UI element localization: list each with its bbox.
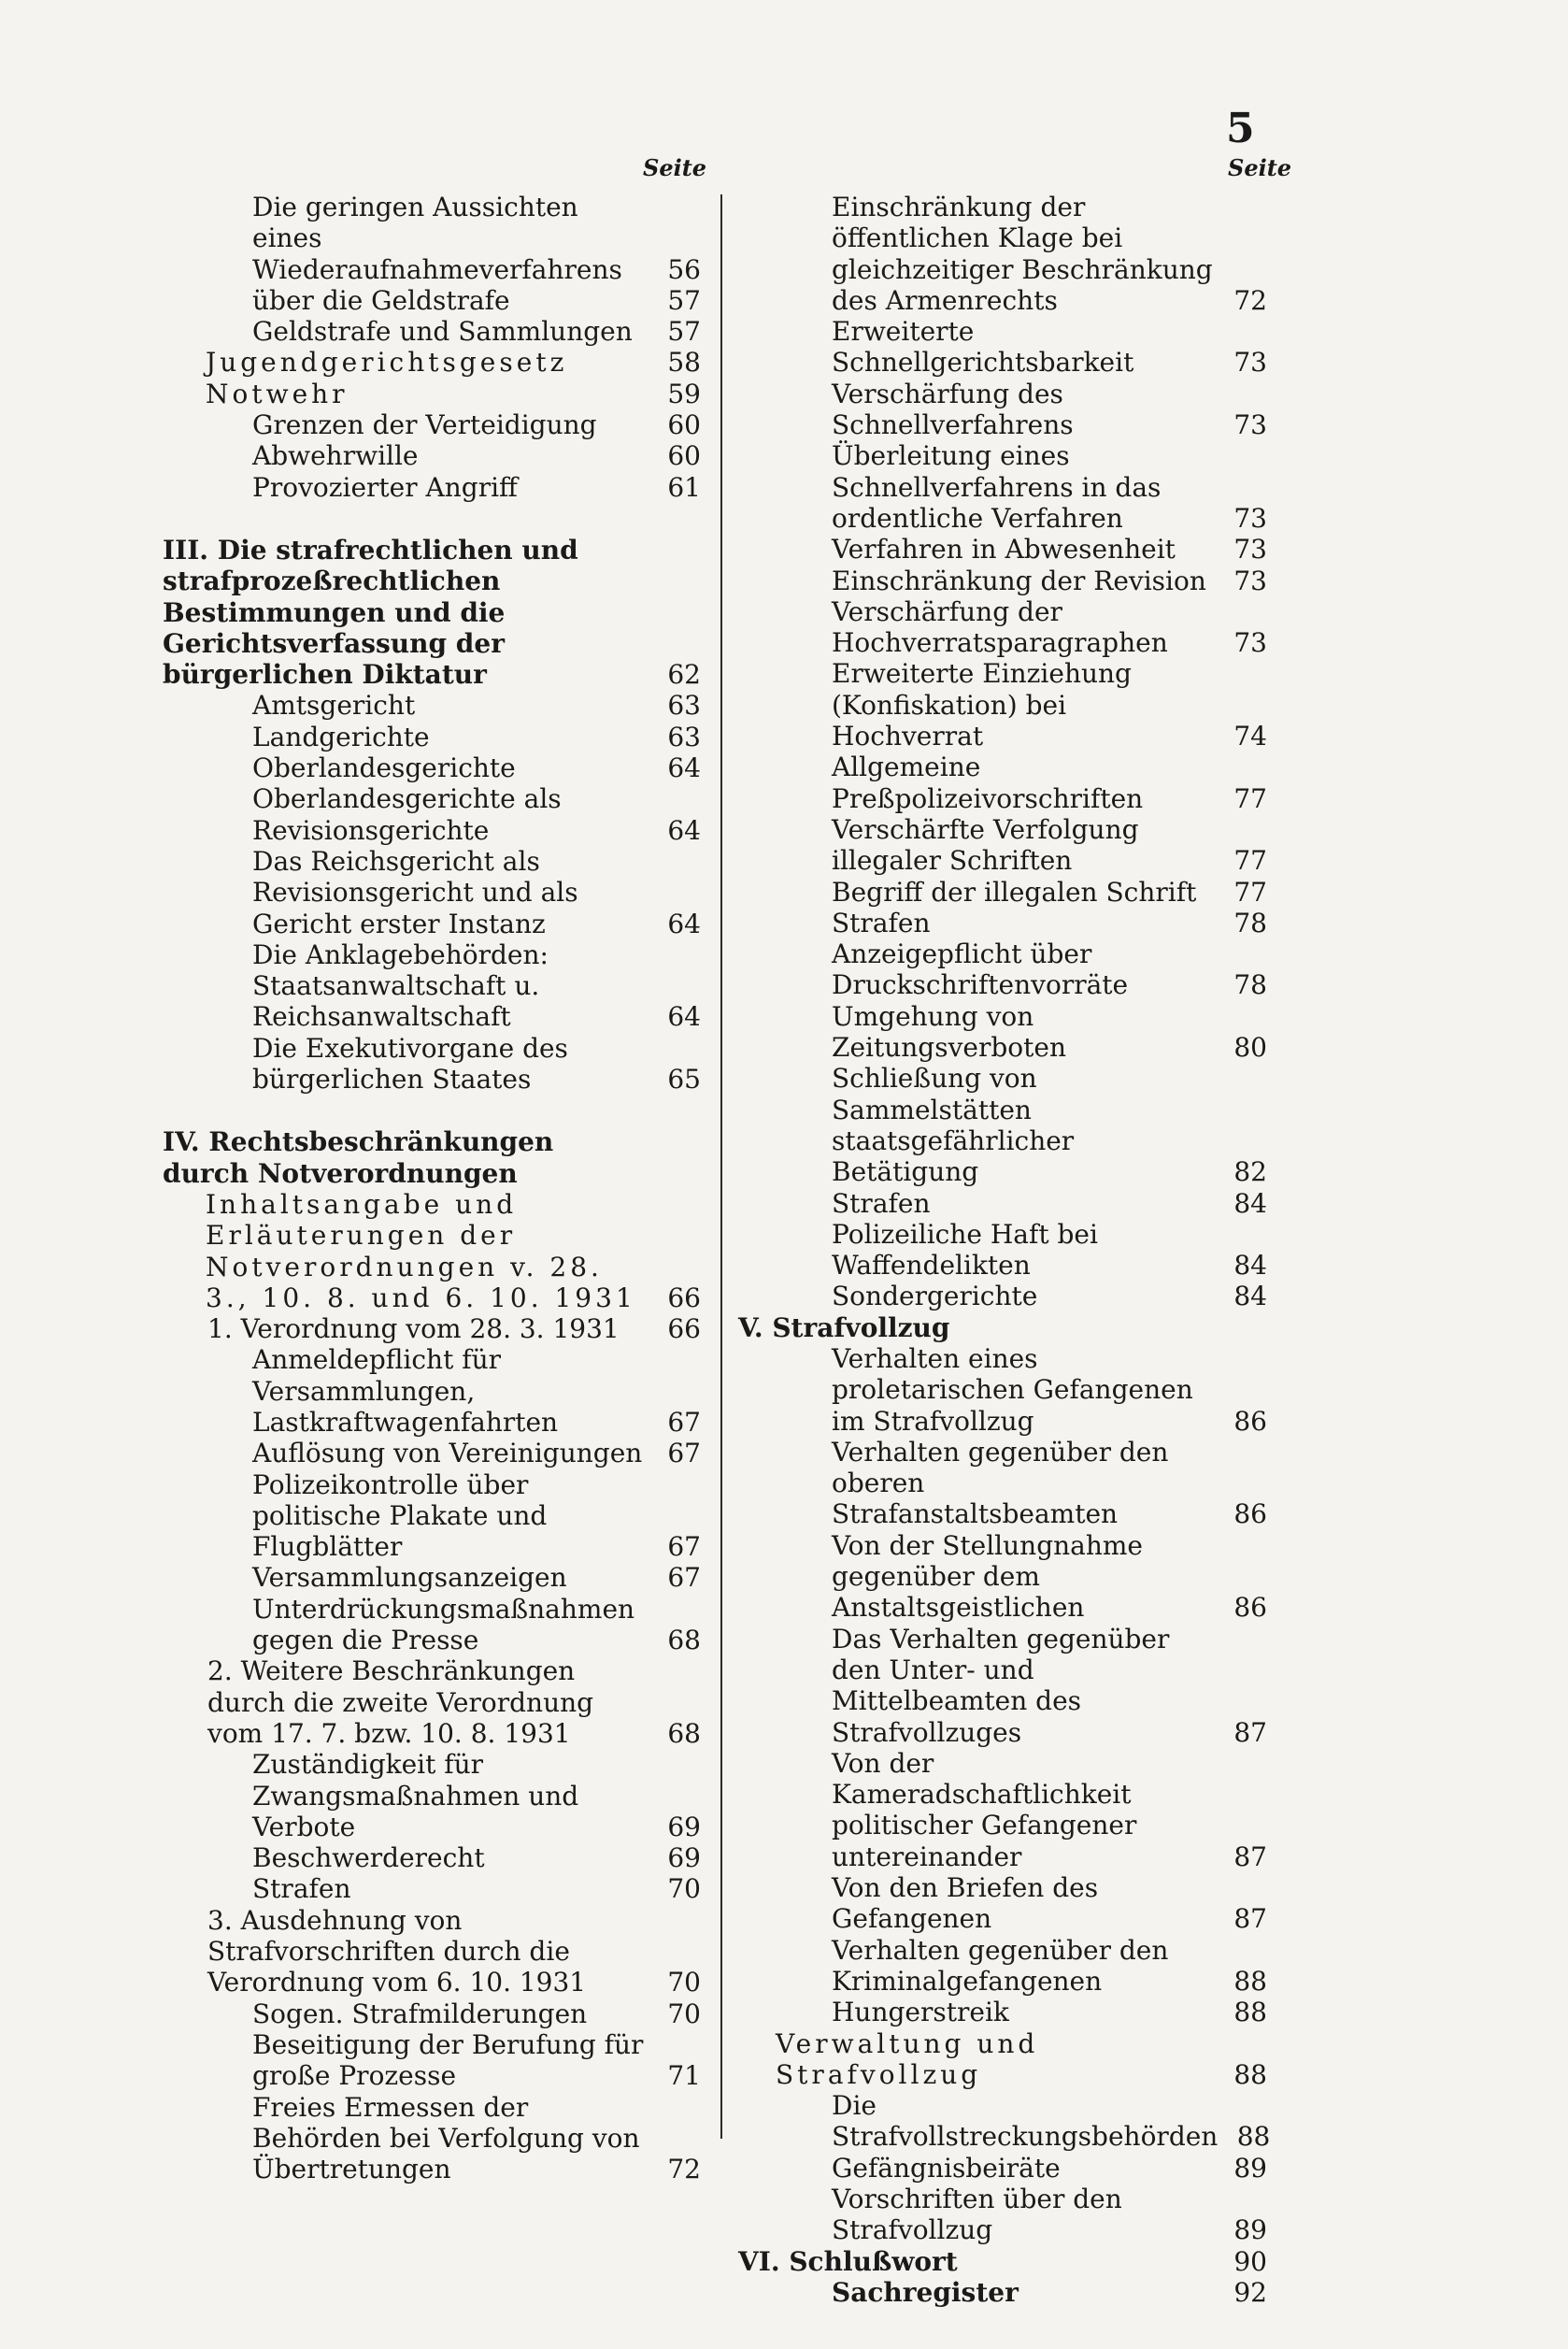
toc-entry-page: 77	[1233, 845, 1267, 877]
toc-entry-title: Anzeigepflicht über Druckschriftenvorräte	[832, 938, 1129, 1001]
toc-entry	[150, 1344, 701, 1438]
toc-entry	[150, 1655, 701, 1749]
toc-entry	[150, 1126, 701, 1189]
toc-entry-title: Geldstrafe und Sammlungen	[252, 316, 633, 348]
toc-entry	[150, 1842, 701, 1873]
toc-entry-page: 59	[667, 378, 701, 409]
toc-entry-title: Gefängnisbeiräte	[832, 2152, 1061, 2184]
toc-entry-title: Polizeikontrolle über politische Plakate und Flugblätter	[252, 1468, 548, 1563]
toc-entry-page: 77	[1233, 782, 1267, 814]
toc-entry-page: 87	[1233, 1903, 1267, 1935]
toc-entry-title: Von der Stellungnahme gegenüber dem Anstaltsgeistlichen	[832, 1529, 1144, 1624]
toc-entry	[738, 658, 1267, 752]
toc-entry-page: 57	[667, 284, 701, 316]
toc-entry-page: 78	[1233, 969, 1267, 1001]
toc-entry-title: Jugendgerichtsgesetz	[206, 347, 568, 379]
toc-entry	[150, 1438, 701, 1468]
toc-entry-title: Allgemeine Preßpolizeivorschriften	[832, 752, 1144, 814]
toc-entry	[150, 2029, 701, 2092]
toc-entry	[150, 722, 701, 752]
toc-entry-page: 70	[667, 1873, 701, 1905]
toc-entry-title: Hungerstreik	[832, 1997, 1009, 2028]
toc-entry	[150, 285, 701, 316]
toc-entry-page: 87	[1233, 1841, 1267, 1872]
toc-entry-title: Verschärfung des Schnellverfahrens	[832, 378, 1074, 441]
toc-entry-page: 58	[667, 347, 701, 379]
toc-entry-title: Vorschriften über den Strafvollzug	[832, 2184, 1122, 2246]
column-header-right: Seite	[1228, 154, 1292, 181]
toc-entry-page: 73	[1233, 627, 1267, 659]
toc-entry-page: 57	[667, 316, 701, 348]
toc-entry-page: 74	[1233, 721, 1267, 752]
toc-entry	[738, 1343, 1267, 1437]
toc-entry-page: 70	[667, 1967, 701, 1998]
toc-entry-page: 88	[1233, 1997, 1267, 2028]
toc-entry-title: Schließung von Sammelstätten staatsgefährlicher Betätigung	[832, 1063, 1075, 1188]
toc-entry	[738, 1530, 1267, 1624]
toc-entry	[150, 440, 701, 471]
toc-entry-title: Verhalten gegenüber den Kriminalgefangenen	[832, 1934, 1169, 1997]
toc-entry-title: Strafen	[252, 1873, 351, 1905]
toc-entry-title: Sondergerichte	[832, 1281, 1038, 1312]
toc-entry-page: 92	[1233, 2276, 1267, 2308]
toc-entry-page: 88	[1236, 2121, 1271, 2153]
toc-entry-title: Anmeldepflicht für Versammlungen, Lastkraftwagenfahrten	[252, 1344, 559, 1438]
toc-entry-title: Erweiterte Schnellgerichtsbarkeit	[832, 316, 1134, 379]
toc-entry-title: Beseitigung der Berufung für große Prozesse	[252, 2028, 644, 2092]
toc-entry-page: 67	[667, 1531, 701, 1563]
toc-entry	[738, 440, 1267, 534]
toc-entry	[150, 1594, 701, 1656]
toc-entry-page: 89	[1233, 2152, 1267, 2184]
toc-entry-page: 60	[667, 409, 701, 441]
toc-entry-title: Verschärfte Verfolgung illegaler Schriften	[832, 813, 1139, 877]
toc-entry-page: 73	[1233, 409, 1267, 441]
toc-entry-title: Landgerichte	[252, 721, 430, 752]
toc-entry	[150, 783, 701, 846]
toc-entry	[738, 2246, 1267, 2277]
toc-entry	[738, 192, 1267, 316]
toc-entry	[150, 939, 701, 1033]
toc-entry-title: Von der Kameradschaftlichkeit politischer Gefangener untereinander	[832, 1747, 1137, 1872]
toc-entry	[738, 2153, 1267, 2184]
toc-entry	[738, 1872, 1267, 1935]
toc-entry-title: Sogen. Strafmilderungen	[252, 1998, 588, 2029]
toc-entry-title: IV. Rechtsbeschränkungen durch Notverordnungen	[163, 1126, 554, 1189]
toc-entry-title: Beschwerderecht	[252, 1842, 485, 1874]
toc-entry-page: 73	[1233, 502, 1267, 534]
toc-entry-page: 86	[1233, 1498, 1267, 1530]
toc-entry-page: 68	[667, 1717, 701, 1749]
toc-entry-title: Oberlandesgerichte	[252, 752, 516, 784]
toc-entry-page: 84	[1233, 1281, 1267, 1312]
toc-entry	[150, 1905, 701, 1998]
toc-entry-title: Zuständigkeit für Zwangsmaßnahmen und Verbote	[252, 1749, 579, 1842]
page-number: 5	[1226, 105, 1255, 152]
toc-entry-page: 61	[667, 471, 701, 503]
toc-entry-page: 64	[667, 1001, 701, 1033]
toc-entry-page: 62	[667, 659, 701, 691]
toc-entry-page: 72	[1233, 284, 1267, 316]
toc-entry-title: Überleitung eines Schnellverfahrens in das ordentliche Verfahren	[832, 440, 1162, 534]
toc-entry-title: Die Strafvollstreckungsbehörden	[832, 2090, 1219, 2153]
toc-entry	[150, 1313, 701, 1344]
toc-entry-title: Verhalten gegenüber den oberen Strafanstaltsbeamten	[832, 1436, 1169, 1530]
toc-entry-page: 64	[667, 752, 701, 784]
toc-entry	[150, 472, 701, 503]
toc-entry-page: 72	[667, 2154, 701, 2185]
toc-entry-title: Begriff der illegalen Schrift	[832, 876, 1197, 908]
toc-entry	[738, 2028, 1267, 2091]
toc-right-column	[738, 192, 1271, 2308]
toc-entry-page: 73	[1233, 534, 1267, 566]
toc-entry-title: Erweiterte Einziehung (Konfiskation) bei Hochverrat	[832, 658, 1132, 752]
toc-entry	[738, 534, 1267, 565]
toc-entry-title: VI. Schlußwort	[738, 2245, 958, 2277]
toc-entry-page: 78	[1233, 907, 1267, 938]
toc-entry-page: 71	[667, 2060, 701, 2092]
toc-gap	[150, 503, 701, 535]
toc-entry	[738, 1997, 1267, 2027]
toc-entry-page: 88	[1233, 2058, 1267, 2090]
toc-entry	[738, 938, 1267, 1001]
toc-entry	[738, 2277, 1267, 2308]
toc-entry-page: 73	[1233, 347, 1267, 379]
toc-entry-title: Das Reichsgericht als Revisionsgericht und als Gericht erster Instanz	[252, 845, 578, 939]
toc-entry	[150, 316, 701, 347]
toc-entry-page: 73	[1233, 565, 1267, 596]
toc-entry-page: 67	[667, 1406, 701, 1438]
toc-entry	[150, 1469, 701, 1563]
toc-entry-page: 60	[667, 440, 701, 472]
toc-entry	[150, 535, 701, 690]
toc-entry-title: Auflösung von Vereinigungen	[252, 1438, 643, 1469]
toc-entry-page: 67	[667, 1562, 701, 1594]
toc-entry-page: 80	[1233, 1032, 1267, 1064]
toc-entry-title: Strafen	[832, 907, 931, 938]
toc-entry-page: 63	[667, 690, 701, 722]
toc-entry-title: III. Die strafrechtlichen und strafprozeßrechtlichen Bestimmungen und die Gerichtsverfassung der bürgerlichen Diktatur	[163, 534, 578, 691]
toc-entry	[738, 1063, 1267, 1187]
toc-entry-title: Oberlandesgerichte als Revisionsgerichte	[252, 783, 562, 846]
toc-entry-title: Versammlungsanzeigen	[252, 1562, 567, 1594]
toc-entry	[150, 690, 701, 721]
column-header-left: Seite	[643, 154, 707, 181]
toc-entry-page: 63	[667, 721, 701, 752]
toc-entry-title: Unterdrückungsmaßnahmen gegen die Presse	[252, 1593, 635, 1656]
toc-entry	[150, 1749, 701, 1842]
toc-entry	[738, 814, 1267, 877]
toc-entry-title: Von den Briefen des Gefangenen	[832, 1872, 1099, 1935]
toc-entry-title: Die Anklagebehörden: Staatsanwaltschaft u. Reichsanwaltschaft	[252, 938, 549, 1033]
toc-entry-page: 88	[1233, 1965, 1267, 1997]
toc-entry	[738, 316, 1267, 379]
toc-entry-title: Das Verhalten gegenüber den Unter- und Mittelbeamten des Strafvollzuges	[832, 1623, 1170, 1748]
toc-entry-title: V. Strafvollzug	[738, 1311, 950, 1343]
toc-entry	[738, 1437, 1267, 1530]
toc-entry	[738, 1935, 1267, 1998]
toc-entry-page: 68	[667, 1625, 701, 1656]
toc-entry-title: Einschränkung der öffentlichen Klage bei gleichzeitiger Beschränkung des Armenrechts	[832, 192, 1213, 316]
toc-entry-title: 1. Verordnung vom 28. 3. 1931	[207, 1313, 620, 1345]
toc-entry-title: 3. Ausdehnung von Strafvorschriften durch die Verordnung vom 6. 10. 1931	[207, 1904, 587, 1998]
toc-entry-title: Verwaltung und Strafvollzug	[776, 2027, 1039, 2090]
toc-entry	[150, 752, 701, 783]
toc-entry-page: 84	[1233, 1187, 1267, 1219]
toc-entry	[738, 1001, 1267, 1064]
toc-entry-title: Die geringen Aussichten eines Wiederaufnahmeverfahrens	[252, 192, 622, 285]
toc-entry-page: 89	[1233, 2214, 1267, 2246]
toc-entry	[738, 379, 1267, 441]
toc-entry-page: 56	[667, 253, 701, 285]
toc-entry-title: Umgehung von Zeitungsverboten	[832, 1000, 1067, 1064]
toc-entry-title: Sachregister	[832, 2276, 1019, 2308]
toc-entry	[738, 1219, 1267, 1282]
toc-entry-page: 82	[1233, 1156, 1267, 1188]
toc-entry-title: Einschränkung der Revision	[832, 565, 1206, 596]
column-divider	[720, 194, 722, 2139]
toc-entry	[150, 1189, 701, 1313]
toc-entry-page: 84	[1233, 1250, 1267, 1282]
toc-gap	[150, 1095, 701, 1126]
toc-entry-page: 86	[1233, 1592, 1267, 1624]
toc-entry	[738, 1312, 1267, 1343]
toc-entry-title: Grenzen der Verteidigung	[252, 409, 597, 441]
toc-entry-title: Provozierter Angriff	[252, 471, 518, 503]
toc-entry	[150, 347, 701, 378]
toc-entry	[150, 409, 701, 440]
toc-entry	[738, 1748, 1267, 1872]
toc-entry	[150, 379, 701, 409]
toc-entry-page: 64	[667, 814, 701, 846]
toc-entry-title: Polizeiliche Haft bei Waffendelikten	[832, 1218, 1098, 1282]
toc-entry-title: Verschärfung der Hochverratsparagraphen	[832, 595, 1168, 659]
toc-entry-title: 2. Weitere Beschränkungen durch die zweite Verordnung vom 17. 7. bzw. 10. 8. 1931	[207, 1655, 594, 1749]
toc-entry-page: 69	[667, 1811, 701, 1842]
toc-entry	[150, 2092, 701, 2185]
toc-left-column	[150, 192, 701, 2184]
toc-entry-page: 77	[1233, 876, 1267, 908]
toc-entry	[150, 192, 701, 285]
toc-entry	[738, 752, 1267, 814]
toc-entry-title: Freies Ermessen der Behörden bei Verfolgung von Übertretungen	[252, 2091, 640, 2185]
toc-entry-title: Inhaltsangabe und Erläuterungen der Notverordnungen v. 28. 3., 10. 8. und 6. 10. 1931	[206, 1188, 636, 1313]
toc-entry	[738, 1624, 1267, 1748]
toc-entry-page: 69	[667, 1842, 701, 1874]
toc-entry-page: 67	[667, 1438, 701, 1469]
toc-entry	[738, 2184, 1267, 2246]
toc-entry	[738, 877, 1267, 908]
toc-entry-page: 87	[1233, 1716, 1267, 1748]
toc-entry	[150, 1562, 701, 1593]
toc-entry-page: 90	[1233, 2245, 1267, 2277]
toc-entry	[150, 1998, 701, 2029]
toc-entry-title: Verfahren in Abwesenheit	[832, 534, 1176, 566]
toc-entry-title: Die Exekutivorgane des bürgerlichen Staates	[252, 1032, 568, 1096]
toc-entry	[150, 1873, 701, 1904]
toc-entry	[738, 596, 1267, 659]
toc-entry-title: Verhalten eines proletarischen Gefangenen im Strafvollzug	[832, 1342, 1193, 1437]
toc-entry	[738, 1281, 1267, 1311]
toc-entry-page: 66	[667, 1282, 701, 1313]
toc-entry-page: 64	[667, 908, 701, 939]
toc-entry	[738, 566, 1267, 596]
toc-entry	[150, 1033, 701, 1096]
toc-entry-title: Amtsgericht	[252, 690, 416, 722]
toc-entry-title: Strafen	[832, 1187, 931, 1219]
toc-entry	[738, 2090, 1271, 2153]
toc-entry-page: 66	[667, 1313, 701, 1345]
toc-entry-title: Abwehrwille	[252, 440, 419, 472]
toc-entry-page: 70	[667, 1998, 701, 2029]
toc-entry	[150, 846, 701, 939]
toc-entry-page: 65	[667, 1064, 701, 1096]
toc-entry-title: über die Geldstrafe	[252, 284, 510, 316]
toc-entry	[738, 1188, 1267, 1219]
toc-entry	[738, 908, 1267, 938]
toc-entry-page: 86	[1233, 1405, 1267, 1437]
toc-entry-title: Notwehr	[206, 378, 349, 409]
